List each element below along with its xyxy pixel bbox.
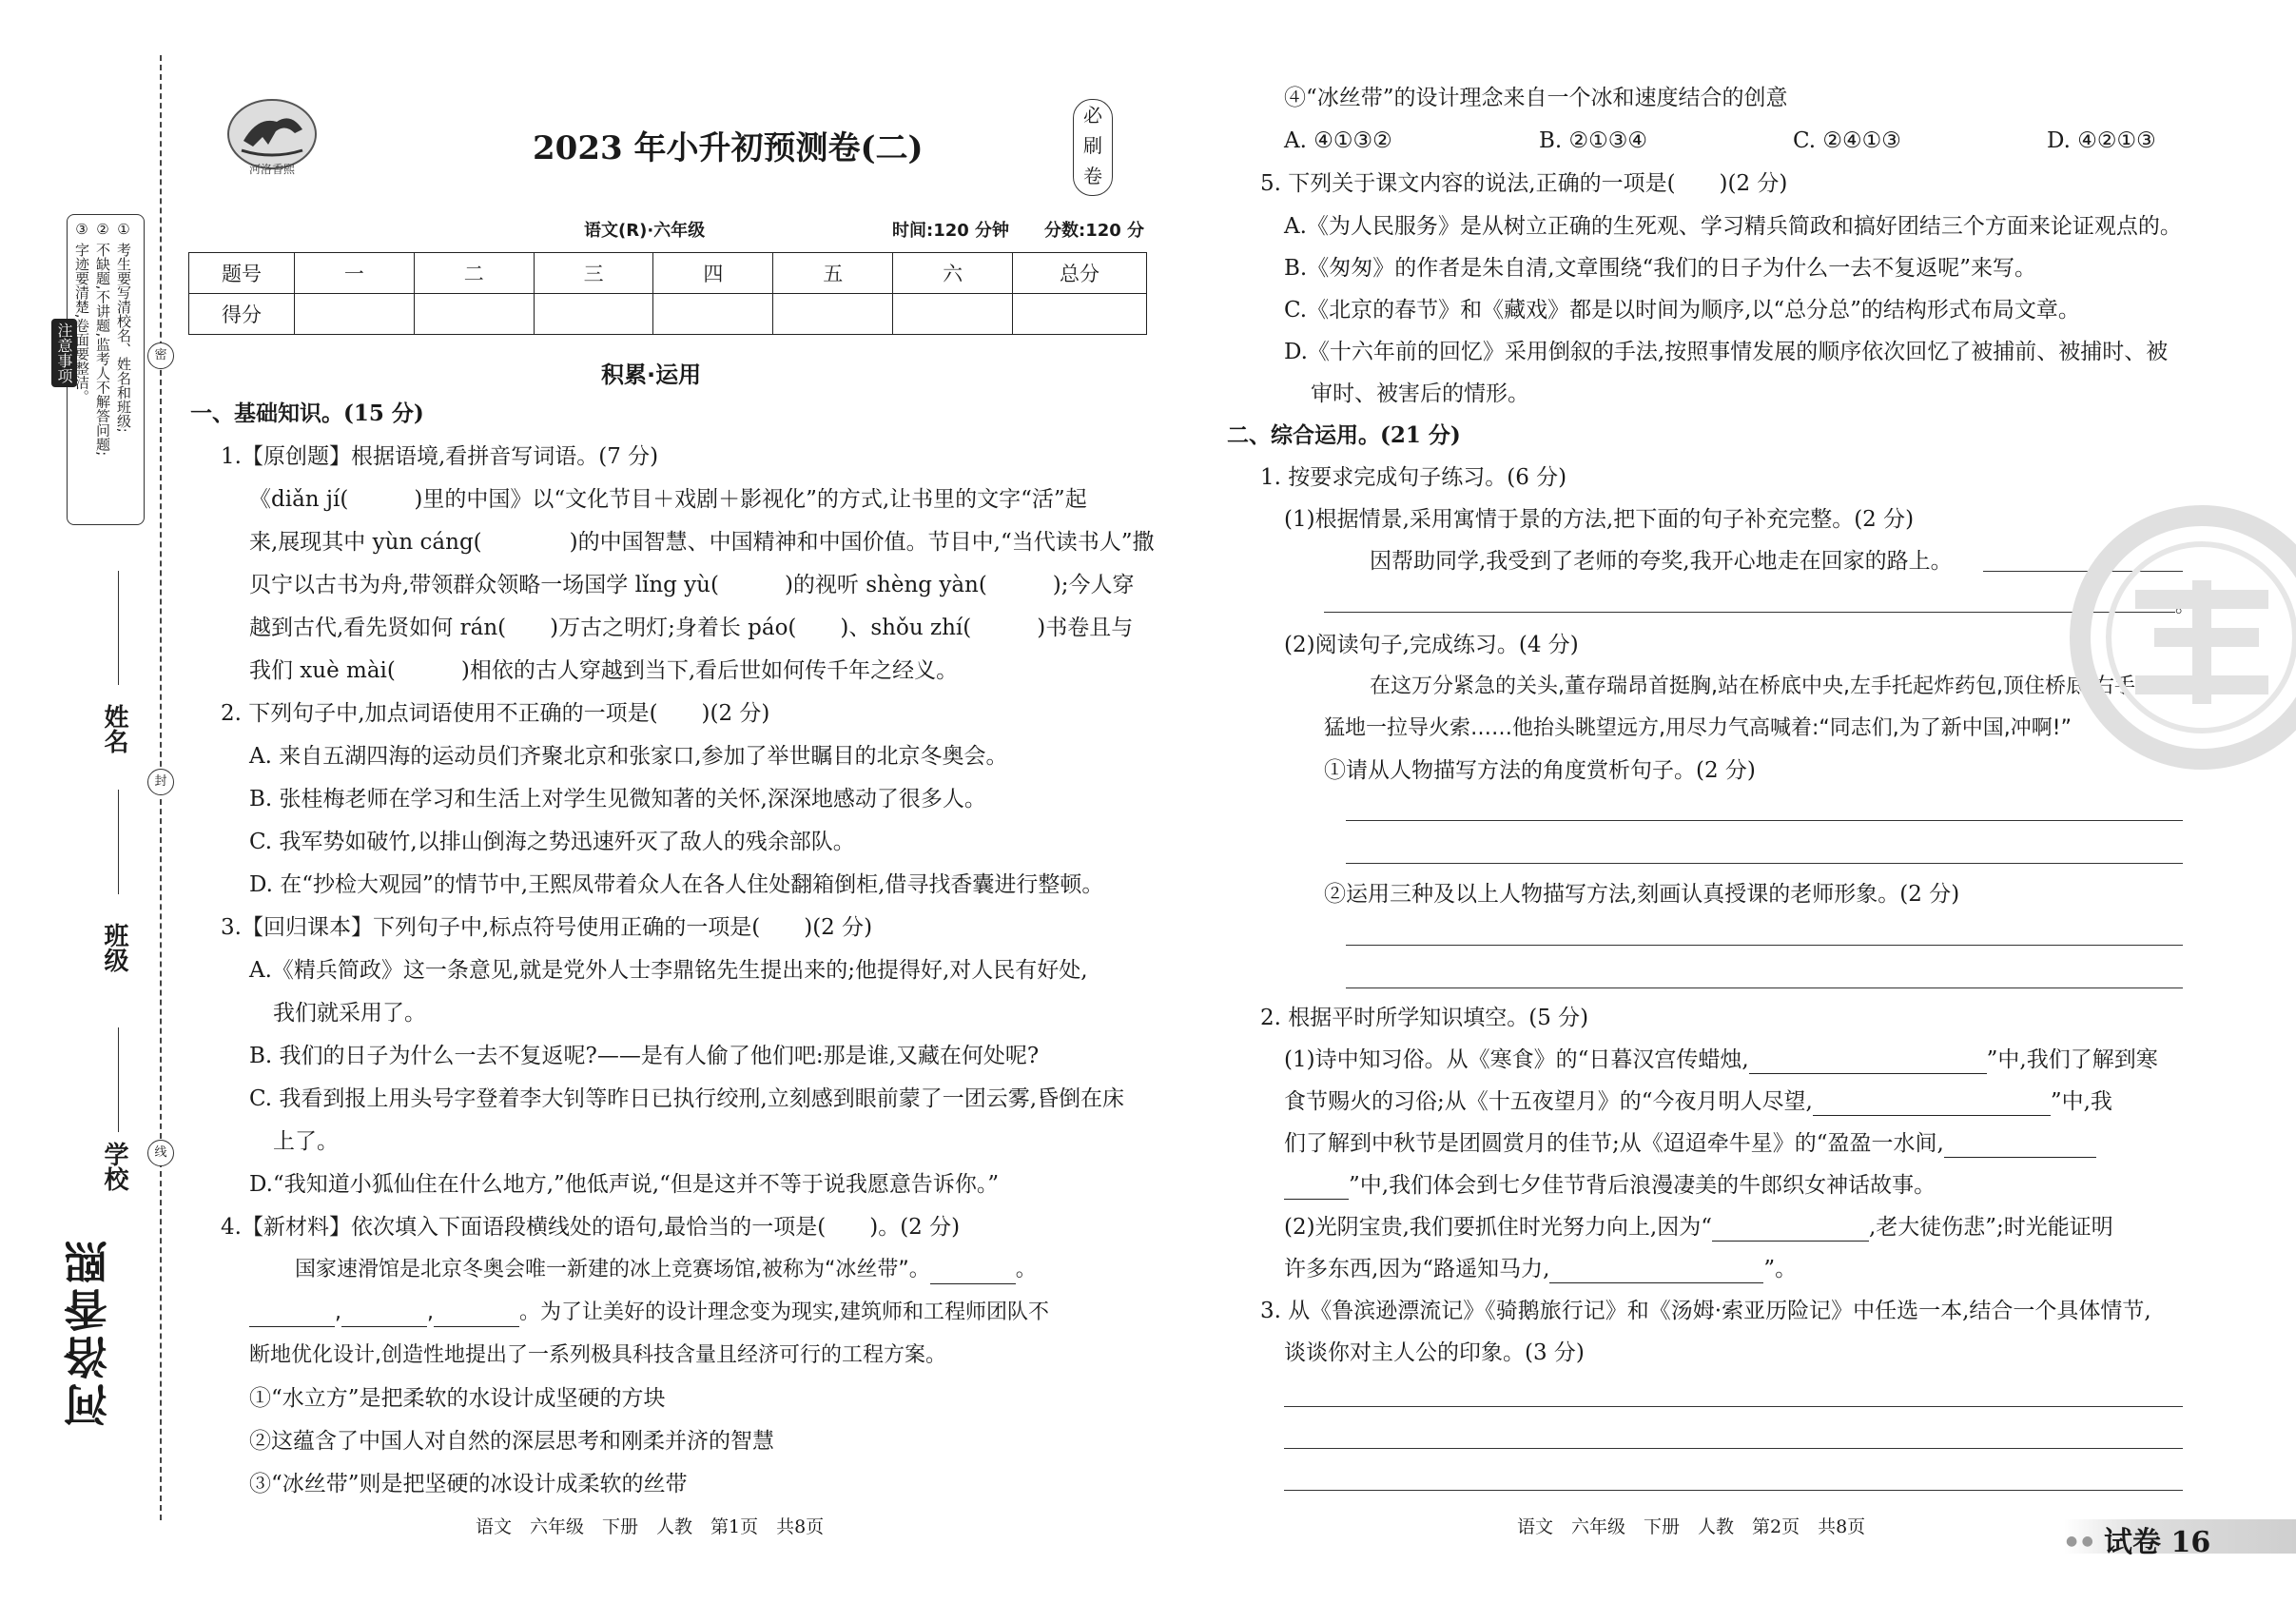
q1-line: 我们 xuè mài( )相依的古人穿越到当下,看后世如何传千年之经义。 [249,658,959,683]
school-field-line[interactable] [118,1027,119,1132]
s2-1-text: ”中,我 [2050,1089,2112,1114]
q3-title: 3.【回归课本】下列句子中,标点符号使用正确的一项是( )(2 分) [221,915,873,940]
s3-answer-line[interactable] [1284,1406,2183,1407]
score-cell: 四 [653,253,773,294]
time-label: 时间:120 分钟 [892,221,1010,241]
q1-line: 《diǎn jí( )里的中国》以“文化节目＋戏剧＋影视化”的方式,让书里的文字“活”起 [249,487,1087,512]
score-cell: 二 [414,253,534,294]
q4-item: ③“冰丝带”则是把坚硬的冰设计成柔软的丝带 [249,1472,688,1496]
s2-2-text: ,老大徒伤悲”;时光能证明 [1868,1215,2113,1240]
score-input-cell[interactable] [414,294,534,335]
s1-1-text: 因帮助同学,我受到了老师的夸奖,我开心地走在回家的路上。 [1370,549,1953,574]
s1-title: 1. 按要求完成句子练习。(6 分) [1260,465,1567,490]
s1-2-a-answer-line[interactable] [1346,820,2183,821]
s3-line: 3. 从《鲁滨逊漂流记》《骑鹅旅行记》和《汤姆·索亚历险记》中任选一本,结合一个具体情节, [1260,1299,2151,1323]
s1-2-text: 猛地一拉导火索……他抬头眺望远方,用尽力气高喊着:“同志们,为了新中国,冲啊!” [1324,716,2072,740]
s1-2-a-answer-line[interactable] [1346,863,2183,864]
score-input-cell[interactable] [653,294,773,335]
q5-line: C.《北京的春节》和《藏戏》都是以时间为顺序,以“总分总”的结构形式布局文章。 [1284,298,2080,323]
q4-item: ②这蕴含了中国人对自然的深层思考和刚柔并济的智慧 [249,1429,774,1454]
q4-passage-line-2: , , 。为了让美好的设计理念变为现实,建筑师和工程师团队不 [249,1299,1049,1327]
notice-title: 注意事项 [51,319,77,387]
seal-char-feng: 封 [147,769,174,795]
s2-1-text: 食节赐火的习俗;从《十五夜望月》的“今夜月明人尽望, [1284,1089,1813,1114]
s3-line: 谈谈你对主人公的印象。(3 分) [1284,1340,1585,1365]
s1-2-b: ②运用三种及以上人物描写方法,刻画认真授课的老师形象。(2 分) [1324,882,1960,907]
s2-blank-4[interactable] [1712,1218,1869,1242]
q4-blank-1[interactable] [930,1261,1016,1284]
score-label: 分数:120 分 [1044,221,1145,241]
s1-2-text: 在这万分紧急的关头,董存瑞昂首挺胸,站在桥底中央,左手托起炸药包,顶住桥底,右手 [1370,675,2135,698]
q3-line: A.《精兵简政》这一条意见,就是党外人士李鼎铭先生提出来的;他提得好,对人民有好处, [249,958,1088,983]
s2-2-line [1284,1255,1797,1283]
q4-blank-2[interactable] [249,1303,335,1327]
notice-line-1: ① 考生要写清校名、姓名和班级; [115,221,132,433]
must-brush-stamp [1073,99,1113,196]
brand-vertical-logo: 河洛香熙 [63,1237,114,1427]
q3-line: 上了。 [273,1129,339,1154]
q4-passage-text: 国家速滑馆是北京冬奥会唯一新建的冰上竞赛场馆,被称为“冰丝带”。 [295,1258,930,1281]
q5-title: 5. 下列关于课文内容的说法,正确的一项是( )(2 分) [1260,171,1788,196]
name-field-line[interactable] [118,571,119,685]
score-input-cell[interactable] [295,294,415,335]
q4-title: 4.【新材料】依次填入下面语段横线处的语句,最恰当的一项是( )。(2 分) [221,1215,961,1240]
q2-title: 2. 下列句子中,加点词语使用不正确的一项是( )(2 分) [221,701,770,726]
s2-1-text: ”中,我们体会到七夕佳节背后浪漫凄美的牛郎织女神话故事。 [1349,1173,1936,1198]
q3-line: B. 我们的日子为什么一去不复返呢?——是有人偷了他们吧:那是谁,又藏在何处呢? [249,1044,1040,1068]
score-cell: 三 [534,253,653,294]
s2-blank-3b[interactable] [1284,1176,1349,1200]
q5-line: 审时、被害后的情形。 [1311,381,1529,406]
q4-blank-4[interactable] [434,1303,519,1327]
notice-line-3: ③ 字迹要清楚,卷面要整洁。 [73,221,90,404]
s2-blank-2[interactable] [1813,1092,2051,1116]
class-field-line[interactable] [118,790,119,894]
q1-line: 来,展现其中 yùn cáng( )的中国智慧、中国精神和中国价值。节目中,“当代读书人”撒 [249,530,1155,555]
score-cell: 一 [295,253,415,294]
name-label: 姓名 [100,704,128,753]
seal-watermark-icon [2069,504,2296,771]
s2-1-text: ”中,我们了解到寒 [1986,1047,2158,1072]
q1-line: 越到古代,看先贤如何 rán( )万古之明灯;身着长 páo( )、shǒu zhí( )书卷且与 [249,616,1134,640]
svg-text:河洛香熙: 河洛香熙 [248,163,296,176]
score-cell: 题号 [189,253,295,294]
stamp-char-3: 卷 [1083,165,1102,187]
q4-blank-3[interactable] [341,1303,427,1327]
score-cell: 五 [773,253,893,294]
score-table [188,252,1147,335]
class-label: 班级 [100,923,128,972]
q4-passage-line-1: 国家速滑馆是北京冬奥会唯一新建的冰上竞赛场馆,被称为“冰丝带”。 。 [295,1256,1037,1284]
q3-line: C. 我看到报上用头号字登着李大钊等昨日已执行绞刑,立刻感到眼前蒙了一团云雾,昏倒在床 [249,1086,1125,1111]
stamp-char-2: 刷 [1083,134,1102,157]
part-one-title: 一、基础知识。(15 分) [190,401,424,426]
q1-line: 贝宁以古书为舟,带领群众领略一场国学 lǐng yù( )的视听 shèng yàn( );今人穿 [249,573,1135,597]
part-two-title: 二、综合运用。(21 分) [1227,422,1461,448]
s2-2-line [1284,1213,2113,1242]
s2-1-line [1284,1087,2112,1116]
s2-2-text: (2)光阴宝贵,我们要抓住时光努力向上,因为“ [1284,1215,1712,1240]
q2-option: A. 来自五湖四海的运动员们齐聚北京和张家口,参加了举世瞩目的北京冬奥会。 [249,744,1008,769]
q5-line: A.《为人民服务》是从树立正确的生死观、学习精兵简政和搞好团结三个方面来论证观点的。 [1284,214,2182,239]
s2-blank-5[interactable] [1549,1260,1763,1283]
q4-option-d: D. ④②①③ [2047,128,2156,153]
s3-answer-line[interactable] [1284,1448,2183,1449]
s2-blank-3[interactable] [1944,1134,2096,1158]
q2-option: B. 张桂梅老师在学习和生活上对学生见微知著的关怀,深深地感动了很多人。 [249,787,986,812]
s1-1-title: (1)根据情景,采用寓情于景的方法,把下面的句子补充完整。(2 分) [1284,507,1915,532]
q2-option: C. 我军势如破竹,以排山倒海之势迅速歼灭了敌人的残余部队。 [249,830,855,854]
s2-1-text: 们了解到中秋节是团圆赏月的佳节;从《迢迢牵牛星》的“盈盈一水间, [1284,1131,1944,1156]
school-label: 学校 [100,1142,128,1191]
q4-passage-line-3: 断地优化设计,创造性地提出了一系列极具科技含量且经济可行的工程方案。 [249,1343,946,1367]
q4-option-a: A. ④①③② [1284,128,1392,153]
section-title: 积累·运用 [601,362,702,388]
s2-1-text: (1)诗中知习俗。从《寒食》的“日暮汉宫传蜡烛, [1284,1047,1749,1072]
right-footer: 语文 六年级 下册 人教 第2页 共8页 [1517,1516,1866,1537]
score-row-label: 得分 [189,294,295,335]
subject-label: 语文(R)·六年级 [584,221,706,241]
q1-title: 1.【原创题】根据语境,看拼音写词语。(7 分) [221,444,659,469]
q2-option: D. 在“抄检大观园”的情节中,王熙凤带着众人在各人住处翻箱倒柜,借寻找香囊进行整顿。 [249,872,1104,897]
score-value-row [189,294,1147,335]
q4-passage-text: 。为了让美好的设计理念变为现实,建筑师和工程师团队不 [519,1300,1049,1324]
q3-line: D.“我知道小狐仙住在什么地方,”他低声说,“但是这并不等于说我愿意告诉你。” [249,1172,1000,1197]
seal-char-xian: 线 [147,1140,174,1166]
paper-title: 2023 年小升初预测卷(二) [533,129,924,167]
q4-option-b: B. ②①③④ [1539,128,1648,153]
s1-1-answer-line[interactable] [1324,612,2175,613]
q4-option-c: C. ②④①③ [1793,128,1901,153]
q5-line: D.《十六年前的回忆》采用倒叙的手法,按照事情发展的顺序依次回忆了被捕前、被捕时、被 [1284,340,2169,364]
s1-2-a: ①请从人物描写方法的角度赏析句子。(2 分) [1324,758,1756,783]
s2-2-text: ”。 [1763,1257,1798,1281]
sentence-end: 。 [2175,594,2194,616]
brand-logo [224,91,320,177]
score-input-cell[interactable] [534,294,653,335]
s2-1-line [1284,1171,1936,1200]
s1-2-b-answer-line[interactable] [1346,987,2183,988]
s2-2-text: 许多东西,因为“路遥知马力, [1284,1257,1550,1281]
q4-item: ①“水立方”是把柔软的水设计成坚硬的方块 [249,1386,666,1411]
dots-icon: ● ● [2066,1534,2093,1549]
left-footer: 语文 六年级 下册 人教 第1页 共8页 [476,1516,825,1537]
seal-char-mi: 密 [147,342,174,369]
score-input-cell[interactable] [893,294,1013,335]
s2-title: 2. 根据平时所学知识填空。(5 分) [1260,1006,1589,1030]
stamp-char-1: 必 [1083,104,1102,127]
score-cell: 六 [893,253,1013,294]
s2-1-line [1284,1129,2096,1158]
s3-answer-line[interactable] [1284,1490,2183,1491]
score-header-row [189,253,1147,294]
q3-line: 我们就采用了。 [273,1001,426,1026]
s1-2-title: (2)阅读句子,完成练习。(4 分) [1284,633,1579,657]
q4-item: ④“冰丝带”的设计理念来自一个冰和速度结合的创意 [1284,86,1788,110]
q5-line: B.《匆匆》的作者是朱自清,文章围绕“我们的日子为什么一去不复返呢”来写。 [1284,256,2037,281]
score-cell: 总分 [1013,253,1147,294]
s1-2-b-answer-line[interactable] [1346,945,2183,946]
score-input-cell[interactable] [1013,294,1147,335]
s2-blank-1[interactable] [1749,1050,1987,1074]
s2-1-line [1284,1046,2158,1074]
notice-line-2: ② 不缺题,不讲题,监考人不解答问题; [94,221,111,457]
paper-number: 试卷 16 [2104,1526,2211,1559]
score-input-cell[interactable] [773,294,893,335]
